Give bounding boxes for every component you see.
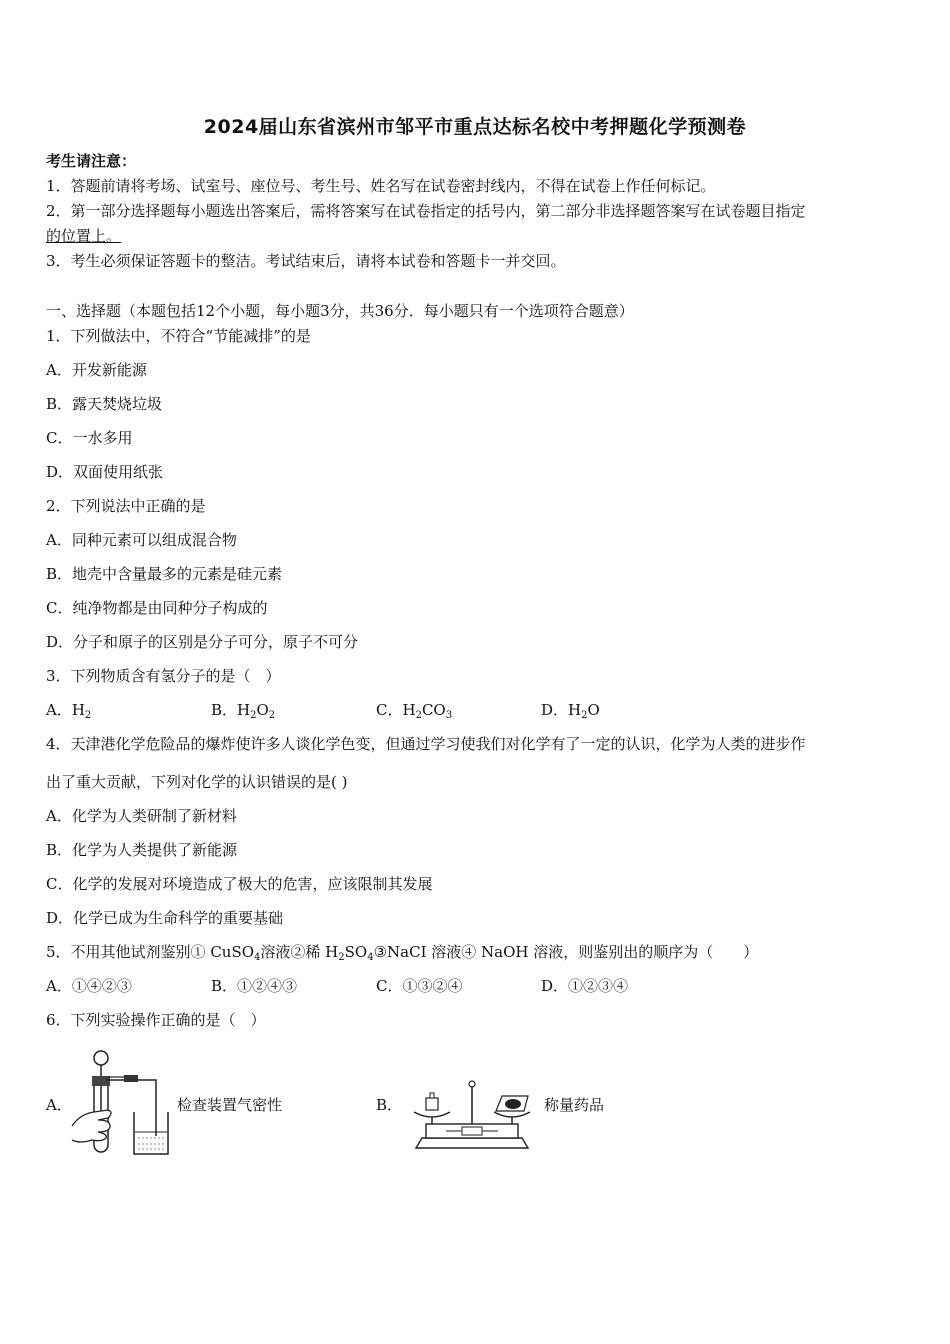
q2-option-b: B．地壳中含量最多的元素是硅元素 <box>46 565 283 583</box>
q2-option-c: C．纯净物都是由同种分子构成的 <box>46 599 268 617</box>
q2-option-d: D．分子和原子的区别是分子可分，原子不可分 <box>46 633 359 651</box>
notice-heading: 考生请注意： <box>46 152 137 170</box>
q3-a-sub: 2 <box>84 710 92 721</box>
q3-option-c <box>376 700 452 726</box>
q4-option-c: C．化学的发展对环境造成了极大的危害，应该限制其发展 <box>46 875 433 893</box>
q6-stem: 6．下列实验操作正确的是（ ） <box>46 1011 266 1029</box>
q4-stem-line-2: 出了重大贡献，下列对化学的认识错误的是( ) <box>46 773 348 791</box>
q2-stem: 2．下列说法中正确的是 <box>46 497 206 515</box>
q3-c-mid: CO <box>421 701 446 719</box>
q3-d-text: D．H <box>541 701 582 719</box>
q1-option-d: D．双面使用纸张 <box>46 463 164 481</box>
q3-option-d <box>541 700 600 726</box>
q6-option-b-figure-balance-scale <box>406 1078 538 1156</box>
q3-b-text: B．H <box>211 701 251 719</box>
q3-c-text: C．H <box>376 701 416 719</box>
q6-option-a-caption: 检查装置气密性 <box>177 1096 283 1114</box>
q3-c-sub1: 2 <box>415 710 422 721</box>
q3-b-sub2: 2 <box>268 710 276 721</box>
q3-d-suffix: O <box>587 701 600 719</box>
q1-option-b: B．露天焚烧垃圾 <box>46 395 163 413</box>
q4-option-d: D．化学已成为生命科学的重要基础 <box>46 909 284 927</box>
q5-option-a: A．①④②③ <box>46 977 132 995</box>
q1-stem: 1．下列做法中，不符合“节能减排”的是 <box>46 327 311 345</box>
q5-stem-part-1: 5．不用其他试剂鉴别① CuSO <box>46 943 255 961</box>
q5-stem <box>46 942 758 968</box>
notice-item-1: 1．答题前请将考场、试室号、座位号、考生号、姓名写在试卷密封线内，不得在试卷上作任何标记。 <box>46 177 716 195</box>
page-title: 2024届山东省滨州市邹平市重点达标名校中考押题化学预测卷 <box>203 116 747 138</box>
q5-stem-part-4: ③NaCI 溶液④ NaOH 溶液，则鉴别出的顺序为（ ） <box>373 943 759 961</box>
q3-stem: 3．下列物质含有氢分子的是（ ） <box>46 667 281 685</box>
q4-stem-line-1: 4．天津港化学危险品的爆炸使许多人谈化学色变，但通过学习使我们对化学有了一定的认识，化学为人类的进步作 <box>46 735 806 753</box>
q3-d-sub: 2 <box>581 710 588 721</box>
notice-item-3: 3．考生必须保证答题卡的整洁。考试结束后，请将本试卷和答题卡一并交回。 <box>46 252 566 270</box>
q3-a-text: A．H <box>46 701 85 719</box>
q1-option-a: A．开发新能源 <box>46 361 147 379</box>
q3-b-mid: O <box>256 701 269 719</box>
q5-option-d: D．①②③④ <box>541 977 629 995</box>
q5-stem-sub-1: 4 <box>254 952 261 963</box>
q5-stem-sub-2: 2 <box>338 952 345 963</box>
q2-option-a: A．同种元素可以组成混合物 <box>46 531 237 549</box>
notice-item-2: 2．第一部分选择题每小题选出答案后，需将答案写在试卷指定的括号内，第二部分非选择题答案写在试卷题目指定 <box>46 202 806 220</box>
q6-option-a-label: A． <box>46 1096 72 1114</box>
notice-item-2-cont <box>46 226 121 246</box>
q3-option-b <box>211 700 275 726</box>
q5-stem-part-3: SO <box>344 943 368 961</box>
notice-item-2-underlined: 的位置上。 <box>46 227 122 245</box>
q4-option-b: B．化学为人类提供了新能源 <box>46 841 238 859</box>
q5-option-b: B．①②④③ <box>211 977 298 995</box>
section-1-heading: 一、选择题（本题包括12个小题，每小题3分，共36分．每小题只有一个选项符合题意） <box>46 302 634 320</box>
q5-stem-part-2: 溶液②稀 H <box>260 943 339 961</box>
q3-option-a <box>46 700 91 726</box>
q1-option-c: C．一水多用 <box>46 429 133 447</box>
q6-option-b-caption: 称量药品 <box>544 1096 605 1114</box>
q3-c-sub2: 3 <box>445 710 453 721</box>
q5-option-c: C．①③②④ <box>376 977 463 995</box>
q6-option-b-label: B． <box>376 1096 403 1114</box>
q3-b-sub1: 2 <box>250 710 257 721</box>
q5-stem-sub-3: 4 <box>367 952 374 963</box>
q4-option-a: A．化学为人类研制了新材料 <box>46 807 237 825</box>
q6-option-a-figure-airtightness-check <box>68 1048 170 1160</box>
